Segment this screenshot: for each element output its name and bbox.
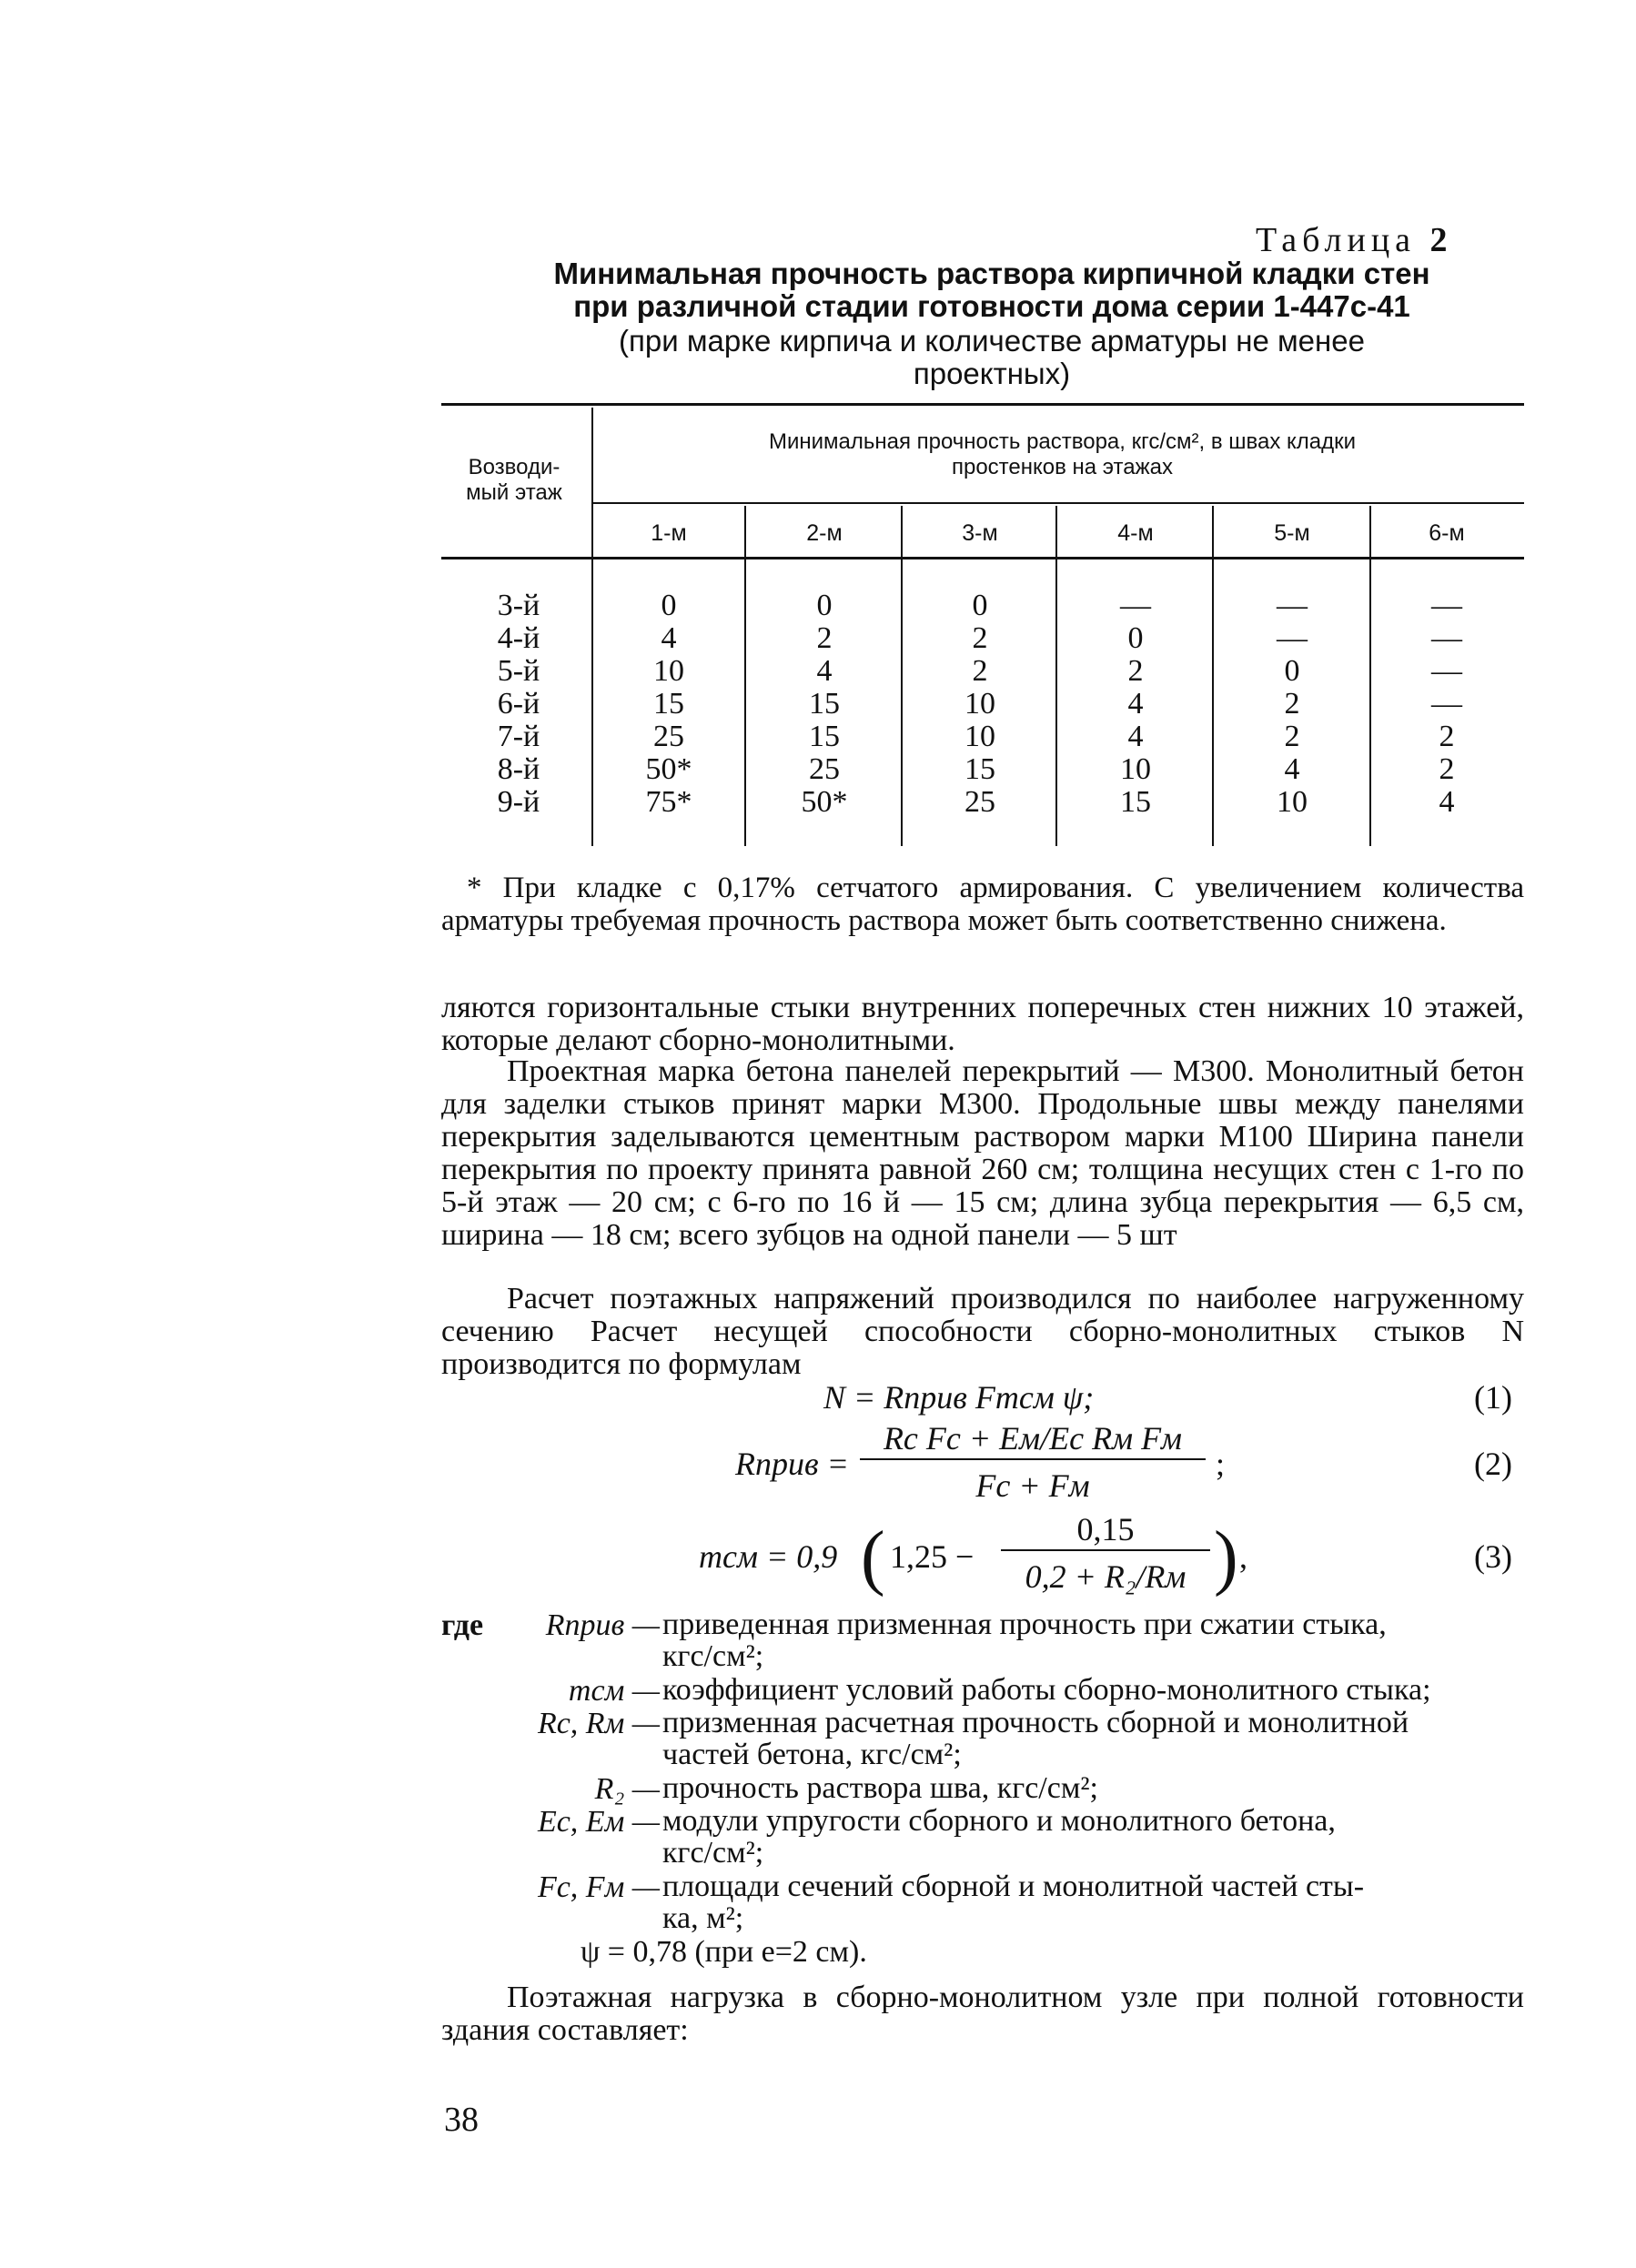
def-text-rpriv: [662, 1608, 1387, 1672]
definitions-where: где: [441, 1608, 484, 1642]
cell: 2: [1127, 654, 1144, 688]
def-line: частей бетона, кгс/см²;: [662, 1738, 962, 1771]
def-symbol-rc-rm: Rс, Rм —: [537, 1707, 660, 1740]
formula-2-lhs: Rприв =: [735, 1446, 849, 1482]
row-floor: 9-й: [497, 785, 540, 819]
formula-3-lhs: mсм = 0,9: [699, 1538, 838, 1575]
def-symbol-msm: mсм —: [568, 1674, 660, 1708]
def-line: призменная расчетная прочность сборной и монолитной: [662, 1706, 1409, 1739]
formula-2-denominator: Fс + Fм: [975, 1467, 1090, 1504]
column-header-6: 6-м: [1429, 520, 1465, 546]
def-text-r2: [662, 1772, 1098, 1804]
table-label-word: Таблица: [1256, 221, 1417, 259]
cell: 15: [809, 687, 840, 721]
cell: 10: [653, 654, 684, 688]
formula-1-number: (1): [1474, 1379, 1512, 1416]
cell: 0: [661, 589, 677, 622]
cell: 2: [1439, 752, 1455, 786]
column-header-4: 4-м: [1117, 520, 1154, 546]
table-vline-3: [1055, 506, 1057, 846]
cell: 75*: [645, 785, 692, 819]
cell: 50*: [645, 752, 692, 786]
table-label-number: 2: [1429, 221, 1450, 259]
formula-3-right-paren: ): [1214, 1517, 1238, 1598]
cell: 10: [1277, 785, 1308, 819]
row-header-line-1: Возводи-: [468, 455, 560, 479]
cell: 4: [816, 654, 833, 688]
table-vline-1: [744, 506, 746, 846]
cell: 2: [1439, 720, 1455, 753]
cell: 10: [964, 720, 995, 753]
cell: —: [1277, 621, 1308, 655]
cell: 15: [809, 720, 840, 753]
def-text-fc-fm: [662, 1870, 1364, 1934]
cell: 2: [972, 654, 988, 688]
cell: 15: [964, 752, 995, 786]
page-number: 38: [444, 2101, 479, 2139]
formula-3-fraction-bar: [1001, 1549, 1210, 1551]
table-title-line-3: (при марке кирпича и количестве арматуры не менее: [619, 324, 1365, 358]
group-header-line-1: Минимальная прочность раствора, кгс/см², в швах кладки: [768, 429, 1357, 454]
cell: 4: [1439, 785, 1455, 819]
def-text-ec-em: [662, 1805, 1336, 1869]
row-floor: 8-й: [497, 752, 540, 786]
paragraph-2: Проектная марка бетона панелей перекрытий — М300. Монолитный бетон для заделки стыков принят марки М300. Продольные швы между панелями перекрытия заделываются цементным раствором марки М100 Ширина панели перекрытия по проекту принята равной 260 см; толщина несущих стен с 1-го по 5-й этаж — 20 см; с 6-го по 16 й — 15 см; длина зубца перекрытия — 6,5 см, ширина — 18 см; всего зубцов на одной панели — 5 шт: [441, 1054, 1524, 1252]
cell: 4: [661, 621, 677, 655]
cell: 2: [816, 621, 833, 655]
def-line: коэффициент условий работы сборно-монолитного стыка;: [662, 1673, 1431, 1707]
def-text-psi: [581, 1936, 867, 1968]
cell: 4: [1127, 720, 1144, 753]
def-line: кгс/см²;: [662, 1639, 764, 1673]
formula-3-term: 1,25 −: [890, 1538, 975, 1575]
cell: 2: [1284, 720, 1300, 753]
cell: —: [1120, 589, 1151, 622]
table-vline-2: [901, 506, 903, 846]
formula-3-denominator: 0,2 + R₂/Rм: [1025, 1558, 1187, 1595]
table-group-header: [601, 429, 1524, 480]
group-header-line-2: простенков на этажах: [951, 455, 1173, 479]
paragraph-4: Поэтажная нагрузка в сборно-монолитном узле при полной готовности здания составляет:: [441, 1981, 1524, 2047]
column-header-3: 3-м: [962, 520, 998, 546]
table-vline-5: [1369, 506, 1371, 846]
cell: 25: [653, 720, 684, 753]
formula-1: N = Rприв Fmсм ψ;: [823, 1379, 1095, 1416]
formula-3-tail: ,: [1239, 1538, 1247, 1575]
formula-3-left-paren: (: [861, 1517, 885, 1598]
cell: 25: [809, 752, 840, 786]
formula-2-fraction-bar: [860, 1458, 1206, 1460]
cell: 0: [972, 589, 988, 622]
def-line: модули упругости сборного и монолитного бетона,: [662, 1804, 1336, 1838]
def-line: ψ = 0,78 (при e=2 см).: [581, 1935, 867, 1969]
cell: 4: [1127, 687, 1144, 721]
formula-2-number: (2): [1474, 1446, 1512, 1482]
column-header-2: 2-м: [806, 520, 843, 546]
cell: 2: [1284, 687, 1300, 721]
column-header-5: 5-м: [1274, 520, 1310, 546]
cell: 10: [1120, 752, 1151, 786]
table-footnote: * При кладке с 0,17% сетчатого армирования. С увеличением количества арматуры требуемая прочность раствора может быть соответственно снижена.: [441, 872, 1524, 937]
def-line: прочность раствора шва, кгс/см²;: [662, 1771, 1098, 1805]
cell: —: [1431, 621, 1462, 655]
cell: 15: [1120, 785, 1151, 819]
formula-3-number: (3): [1474, 1538, 1512, 1575]
table-label: [1256, 220, 1450, 260]
def-line: площади сечений сборной и монолитной частей сты-: [662, 1870, 1365, 1903]
row-header-line-2: мый этаж: [466, 480, 562, 505]
def-text-msm: [662, 1674, 1431, 1706]
table-row-header: [441, 455, 587, 506]
row-floor: 6-й: [497, 687, 540, 721]
table-title-line-4: проектных): [913, 357, 1071, 390]
def-symbol-rpriv: Rприв —: [545, 1608, 660, 1642]
cell: 10: [964, 687, 995, 721]
table-vline-4: [1212, 506, 1214, 846]
def-symbol-r2: R₂ —: [594, 1772, 660, 1806]
cell: 25: [964, 785, 995, 819]
column-header-1: 1-м: [651, 520, 687, 546]
cell: —: [1431, 589, 1462, 622]
def-line: приведенная призменная прочность при сжатии стыка,: [662, 1608, 1387, 1641]
table-group-rule: [591, 502, 1524, 504]
row-floor: 4-й: [497, 621, 540, 655]
cell: 50*: [801, 785, 848, 819]
cell: —: [1431, 654, 1462, 688]
cell: 0: [1284, 654, 1300, 688]
formula-3-numerator: 0,15: [1076, 1511, 1135, 1547]
table-top-rule: [441, 403, 1524, 406]
cell: 2: [972, 621, 988, 655]
table-header-rule: [441, 557, 1524, 559]
paragraph-1: ляются горизонтальные стыки внутренних поперечных стен нижних 10 этажей, которые делают сборно-монолитными.: [441, 991, 1524, 1057]
def-line: ка, м²;: [662, 1901, 744, 1935]
def-symbol-fc-fm: Fс, Fм —: [537, 1870, 660, 1904]
cell: —: [1277, 589, 1308, 622]
def-text-rc-rm: [662, 1707, 1409, 1770]
cell: 4: [1284, 752, 1300, 786]
row-floor: 7-й: [497, 720, 540, 753]
table-title-line-1: Минимальная прочность раствора кирпичной кладки стен: [553, 257, 1430, 290]
def-line: кгс/см²;: [662, 1836, 764, 1870]
paragraph-3: Расчет поэтажных напряжений производился по наиболее нагруженному сечению Расчет несущей способности сборно-монолитных стыков N производится по формулам: [441, 1282, 1524, 1381]
cell: 0: [816, 589, 833, 622]
cell: 15: [653, 687, 684, 721]
row-floor: 3-й: [497, 589, 540, 622]
formula-2-numerator: Rс Fс + Eм/Eс Rм Fм: [883, 1420, 1183, 1457]
cell: 0: [1127, 621, 1144, 655]
formula-2-tail: ;: [1216, 1446, 1226, 1482]
def-symbol-ec-em: Eс, Eм —: [537, 1805, 660, 1839]
cell: —: [1431, 687, 1462, 721]
table-vline-0: [591, 408, 593, 846]
row-floor: 5-й: [497, 654, 540, 688]
table-title-line-2: при различной стадии готовности дома серии 1-447с-41: [573, 289, 1410, 323]
